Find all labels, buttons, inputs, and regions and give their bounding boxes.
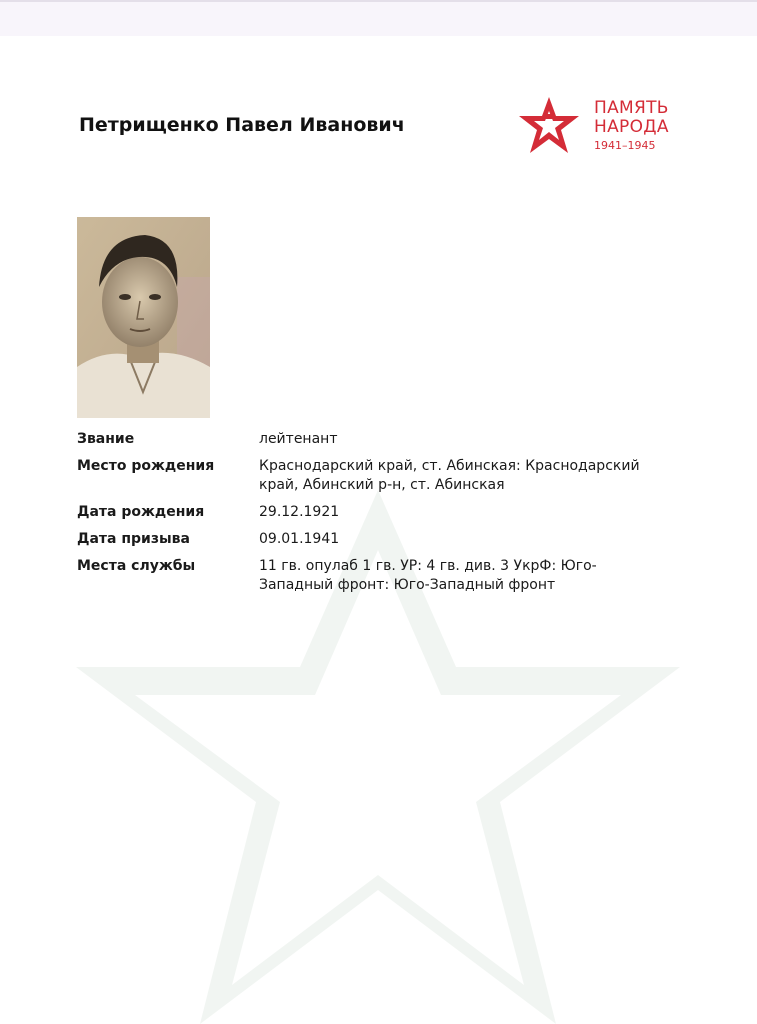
person-name: Петрищенко Павел Иванович [79,114,405,136]
red-star-icon [518,95,580,157]
detail-value: Краснодарский край, ст. Абинская: Краснодарский край, Абинский р-н, ст. Абинская [259,458,640,493]
detail-row-conscription [77,530,677,549]
top-bar [0,0,757,36]
detail-row-service [77,557,677,595]
logo-years: 1941–1945 [594,139,656,152]
logo-text [594,99,669,154]
detail-value: 11 гв. опулаб 1 гв. УР: 4 гв. див. 3 УкрФ: Юго-Западный фронт: Юго-Западный фронт [259,558,597,593]
logo-line-2: НАРОДА [594,117,669,137]
detail-label: Звание [77,431,135,447]
detail-value: 29.12.1921 [259,504,340,520]
detail-label: Дата призыва [77,531,190,547]
logo-line-1: ПАМЯТЬ [594,98,669,118]
detail-row-birthdate [77,503,677,522]
detail-label: Дата рождения [77,504,205,520]
detail-label: Место рождения [77,458,215,474]
detail-row-rank [77,430,677,449]
detail-label: Места службы [77,558,196,574]
detail-row-birthplace [77,457,677,495]
portrait-photo[interactable] [77,217,210,418]
detail-value: 09.01.1941 [259,531,340,547]
pamyat-naroda-logo[interactable] [518,95,688,159]
detail-value: лейтенант [259,431,338,447]
person-details [77,430,677,603]
